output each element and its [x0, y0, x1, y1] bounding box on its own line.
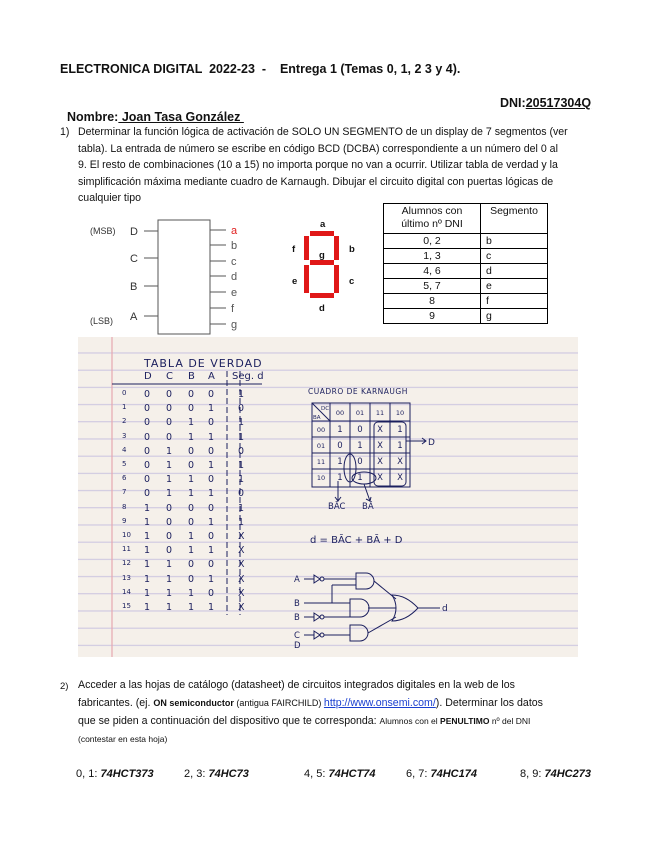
seg-label-b: b	[349, 244, 355, 255]
truth-table-cell: 1	[166, 573, 173, 585]
truth-table-cell: 1	[238, 460, 245, 471]
kmap-cell: 0	[337, 441, 343, 451]
truth-table-cell: 1	[208, 460, 215, 471]
truth-table-cell: 0	[144, 474, 151, 486]
truth-table-cell: 1	[144, 502, 151, 514]
document-title: ELECTRONICA DIGITAL 2022-23 - Entrega 1 (Temas 0, 1, 2 3 y 4).	[60, 62, 461, 76]
truth-table-cell: 0	[166, 545, 173, 557]
table-cell: c	[481, 249, 548, 264]
truth-table-cell: 1	[144, 573, 151, 585]
truth-table-cell: 1	[238, 389, 245, 400]
device-digits: 6, 7:	[406, 768, 431, 780]
input-wires	[144, 231, 158, 316]
table-row	[384, 309, 548, 324]
device-item	[304, 766, 376, 783]
table-cell: e	[481, 279, 548, 294]
truth-table-col-header: Seg. d	[232, 371, 264, 382]
row-index: 10	[122, 531, 131, 539]
kmap-col-header: 11	[375, 409, 385, 417]
kmap-cell: X	[377, 441, 383, 451]
kmap-cell: 0	[357, 425, 363, 435]
truth-table-cell: 1	[208, 573, 215, 585]
truth-table-cell: 1	[166, 587, 173, 599]
output-label: b	[231, 240, 238, 252]
q2-text-part: (antigua FAIRCHILD)	[233, 698, 324, 708]
truth-table-cell: 1	[208, 602, 215, 613]
truth-table-cell: 1	[208, 516, 215, 528]
q1-line: simplificación máxima mediante cuadro de Karnaugh. Dibujar el circuito digital con puertas lógicas de	[78, 175, 554, 188]
row-index: 2	[122, 417, 127, 426]
truth-table-cell: 1	[238, 502, 245, 514]
gate-input-label: B	[294, 599, 300, 609]
table-cell: 9	[384, 309, 481, 324]
truth-table-cell: 1	[238, 431, 245, 443]
truth-table-cell: 0	[166, 389, 173, 400]
segment-b	[334, 236, 339, 260]
output-wires	[210, 230, 226, 324]
truth-table-cell: 1	[188, 474, 195, 486]
truth-table-title: TABLA DE VERDAD	[144, 357, 263, 370]
truth-table-cell: 1	[166, 460, 173, 471]
table-cell: f	[481, 294, 548, 309]
output-label: e	[231, 287, 238, 299]
kmap-corner-top: DC	[321, 406, 330, 412]
kmap-row-header: 00	[316, 426, 326, 434]
truth-table-cell: 0	[188, 573, 195, 585]
q2-text-part: fabricantes. (ej.	[78, 697, 154, 709]
kmap-cell: X	[377, 457, 383, 467]
truth-table-cell: 1	[208, 545, 215, 557]
truth-table-cell: 0	[188, 445, 195, 457]
kmap-cell: 1	[337, 473, 343, 483]
truth-table-cell: 1	[238, 417, 245, 429]
segment-a	[310, 231, 334, 236]
table-cell: 4, 6	[384, 264, 481, 279]
output-label: f	[231, 303, 235, 315]
kmap-row-header: 11	[316, 458, 326, 466]
kmap-cell: X	[377, 425, 383, 435]
kmap-corner-left: BA	[313, 415, 321, 421]
truth-table-cell: 0	[166, 431, 173, 443]
truth-table-cell: 0	[166, 502, 173, 514]
truth-table-col-header: B	[188, 371, 195, 382]
kmap-cell: 0	[357, 457, 363, 467]
table-cell: g	[481, 309, 548, 324]
q2-text-part: ). Determinar los datos	[435, 697, 543, 709]
segment-f	[304, 236, 309, 260]
row-index: 5	[122, 460, 127, 468]
row-index: 1	[122, 403, 127, 412]
truth-table-col-header: D	[144, 371, 152, 382]
truth-table-cell: 0	[188, 460, 195, 471]
header-segmento: Segmento	[481, 204, 548, 234]
q2-text-part: que se piden a continuación del dispositivo que te corresponda:	[78, 715, 380, 727]
q1-text	[78, 124, 618, 207]
kmap-arrow-label: D	[428, 438, 435, 448]
truth-table-cell: 1	[188, 602, 195, 613]
onsemi-link[interactable]: http://www.onsemi.com/	[323, 697, 436, 709]
truth-table-cell: 1	[144, 559, 151, 571]
bcd-block-diagram	[86, 214, 256, 338]
row-index: 7	[122, 488, 127, 497]
truth-table-cell: 0	[208, 531, 215, 542]
gate-input-label: B	[294, 613, 300, 623]
kmap-cell: 1	[397, 441, 403, 451]
device-digits: 4, 5:	[304, 768, 329, 780]
truth-table-cell: 1	[166, 602, 173, 613]
seg-label-e: e	[292, 276, 298, 287]
kmap-title: CUADRO DE KARNAUGH	[308, 387, 408, 396]
row-index: 12	[122, 559, 131, 568]
truth-table-cell: 0	[144, 403, 151, 415]
gate-output-label: d	[442, 604, 448, 614]
kmap-cell: 1	[337, 425, 343, 435]
truth-table-cell: 1	[188, 417, 195, 429]
q2-line4: (contestar en esta hoja)	[78, 734, 168, 744]
truth-table-cell: 1	[208, 488, 215, 500]
table-cell: 8	[384, 294, 481, 309]
output-label: c	[231, 256, 237, 268]
q1-line: 9. El resto de combinaciones (10 a 15) no importa porque no van a ocurrir. Utilizar tabla de verdad y la	[78, 159, 558, 171]
truth-table-cell: 0	[208, 559, 215, 571]
row-index: 4	[122, 445, 127, 454]
gate-input-label: D	[294, 641, 301, 649]
seg-label-d: d	[319, 303, 325, 314]
truth-table-cell: 0	[188, 502, 195, 514]
seg-label-f: f	[292, 244, 296, 255]
table-row	[384, 264, 548, 279]
truth-table-col-header: A	[208, 371, 215, 382]
header-alumnos: Alumnos con último nº DNI	[384, 204, 481, 234]
truth-table-cell: X	[238, 531, 245, 542]
truth-table-cell: 1	[166, 559, 173, 571]
output-label: d	[231, 271, 238, 283]
truth-table-cell: 1	[208, 403, 215, 415]
kmap-col-header: 10	[395, 409, 405, 417]
kmap-col-header: 00	[335, 409, 345, 417]
input-label: B	[130, 281, 138, 293]
kmap-row-header: 01	[316, 442, 326, 450]
truth-table-cell: 1	[144, 545, 151, 557]
truth-table-cell: 0	[188, 516, 195, 528]
truth-table-cell: 0	[144, 445, 151, 457]
q2-penultimo: PENULTIMO	[440, 716, 490, 726]
truth-table-cell: 1	[144, 516, 151, 528]
table-cell: b	[481, 234, 548, 249]
handwritten-photo	[78, 337, 578, 657]
table-header-row	[384, 204, 548, 234]
truth-table-cell: 0	[208, 445, 215, 457]
dni-label: DNI:	[500, 96, 526, 110]
kmap-cell: X	[397, 473, 403, 483]
row-index: 14	[122, 587, 131, 596]
truth-table-cell: X	[238, 602, 245, 613]
name-line	[60, 96, 244, 124]
truth-table-cell: 1	[188, 545, 195, 557]
equation: d = BĀC + BĀ + D	[310, 535, 403, 546]
table-cell: 5, 7	[384, 279, 481, 294]
segment-table	[383, 203, 548, 324]
truth-table-cell: 1	[188, 531, 195, 542]
device-item	[406, 766, 477, 783]
dni-value: 20517304Q	[525, 96, 592, 110]
truth-table-cell: X	[238, 559, 245, 571]
msb-label: (MSB)	[90, 226, 116, 236]
lsb-label: (LSB)	[90, 316, 114, 326]
output-label: g	[231, 319, 238, 331]
q2-line3	[78, 712, 628, 730]
student-name: Joan Tasa González	[118, 110, 244, 124]
table-cell: d	[481, 264, 548, 279]
q1-line: tabla). La entrada de número se escribe en código BCD (DCBA) correspondiente a un número del 0 al	[78, 142, 558, 155]
kmap-col-header: 01	[355, 409, 365, 417]
truth-table-cell: 0	[144, 488, 151, 500]
truth-table-cell: 0	[208, 502, 215, 514]
input-label: D	[130, 226, 138, 238]
segment-c	[334, 265, 339, 293]
truth-table-cell: 1	[144, 587, 151, 599]
q2-manufacturer: ON semiconductor	[153, 698, 234, 708]
device-item	[520, 766, 591, 783]
truth-table-cell: 0	[238, 403, 245, 415]
truth-table-cell: X	[238, 587, 245, 599]
truth-table-cell: 0	[238, 488, 245, 500]
group-label: BĀC	[328, 502, 346, 512]
decoder-block	[158, 220, 210, 334]
seg-label-a: a	[320, 219, 326, 230]
device-digits: 0, 1:	[76, 768, 101, 780]
gate-input-label: C	[294, 631, 300, 641]
group-label: BĀ	[362, 502, 374, 512]
input-label: A	[130, 311, 138, 323]
q2-line1: Acceder a las hojas de catálogo (datasheet) de circuitos integrados digitales en la web de los	[78, 679, 515, 691]
truth-table-cell: 0	[188, 389, 195, 400]
device-part: 74HCT373	[100, 768, 154, 780]
truth-table-cell: 0	[208, 417, 215, 429]
truth-table-cell: 0	[238, 445, 245, 457]
table-cell: 1, 3	[384, 249, 481, 264]
truth-table-cell: 0	[166, 403, 173, 415]
truth-table-cell: 0	[208, 587, 215, 599]
dni-line	[500, 96, 591, 110]
row-index: 9	[122, 516, 127, 525]
truth-table-cell: 1	[208, 431, 215, 443]
device-part: 74HC273	[544, 768, 591, 780]
truth-table-cell: 0	[144, 417, 151, 429]
device-item	[76, 766, 154, 783]
row-index: 11	[122, 545, 131, 554]
q1-line: Determinar la función lógica de activación de SOLO UN SEGMENTO de un display de 7 segmentos (ver	[78, 126, 568, 138]
kmap-row-header: 10	[316, 474, 326, 482]
output-label-a: a	[231, 225, 238, 237]
kmap-cell: 1	[357, 441, 363, 451]
truth-table-cell: 0	[166, 531, 173, 542]
row-index: 3	[122, 431, 127, 440]
kmap-cell: 1	[357, 473, 363, 483]
truth-table-cell: 0	[166, 516, 173, 528]
truth-table-cell: 0	[208, 474, 215, 486]
q2-text	[78, 676, 628, 748]
table-row	[384, 294, 548, 309]
row-index: 6	[122, 474, 127, 483]
seg-label-c: c	[349, 276, 355, 287]
truth-table-cell: 1	[238, 516, 245, 528]
truth-table-cell: X	[238, 573, 245, 585]
device-digits: 2, 3:	[184, 768, 209, 780]
karnaugh-map	[308, 401, 478, 511]
seg-label-g: g	[319, 250, 325, 261]
device-item	[184, 766, 249, 783]
input-label: C	[130, 253, 138, 265]
segment-d	[310, 293, 334, 298]
q2-text-small: nº del DNI	[489, 716, 531, 726]
kmap-cell: X	[397, 457, 403, 467]
device-part: 74HC73	[208, 768, 249, 780]
device-part: 74HCT74	[328, 768, 376, 780]
truth-table-cell: 0	[208, 389, 215, 400]
table-row	[384, 279, 548, 294]
truth-table-cell: 0	[144, 389, 151, 400]
row-index: 13	[122, 573, 131, 582]
truth-table-col-header: C	[166, 371, 173, 382]
q1-number: 1)	[60, 126, 70, 138]
table-cell: 0, 2	[384, 234, 481, 249]
truth-table-cell: 1	[166, 474, 173, 486]
kmap-cell: 1	[337, 457, 343, 467]
table-row	[384, 234, 548, 249]
device-part: 74HC174	[430, 768, 477, 780]
truth-table-cell: 1	[188, 488, 195, 500]
q2-text-small: Alumnos con el	[379, 716, 441, 726]
device-digits: 8, 9:	[520, 768, 545, 780]
q2-number: 2)	[60, 681, 69, 692]
seven-segment-display	[288, 214, 363, 314]
row-index: 15	[122, 602, 131, 610]
truth-table-cell: 0	[188, 403, 195, 415]
kmap-cell: 1	[397, 425, 403, 435]
gate-input-label: A	[294, 575, 300, 585]
truth-table-cell: 0	[166, 417, 173, 429]
truth-table-cell: 0	[144, 431, 151, 443]
truth-table-cell: 1	[144, 602, 151, 613]
truth-table-cell: 1	[166, 488, 173, 500]
truth-table-cell: 1	[144, 531, 151, 542]
segment-e	[304, 265, 309, 293]
q2-line2	[78, 694, 628, 712]
truth-table-cell: 1	[166, 445, 173, 457]
row-index: 0	[122, 389, 127, 397]
name-label: Nombre:	[66, 110, 119, 124]
table-row	[384, 249, 548, 264]
row-index: 8	[122, 502, 127, 511]
truth-table-cell: 0	[188, 559, 195, 571]
truth-table-cell: 0	[144, 460, 151, 471]
truth-table-cell: 1	[188, 431, 195, 443]
truth-table-cell: X	[238, 545, 245, 557]
logic-circuit	[292, 569, 472, 649]
truth-table-cell: 1	[188, 587, 195, 599]
kmap-cell: X	[377, 473, 383, 483]
q1-line: cualquier tipo	[78, 192, 142, 204]
segments	[304, 231, 339, 298]
truth-table-cell: 1	[238, 474, 245, 486]
